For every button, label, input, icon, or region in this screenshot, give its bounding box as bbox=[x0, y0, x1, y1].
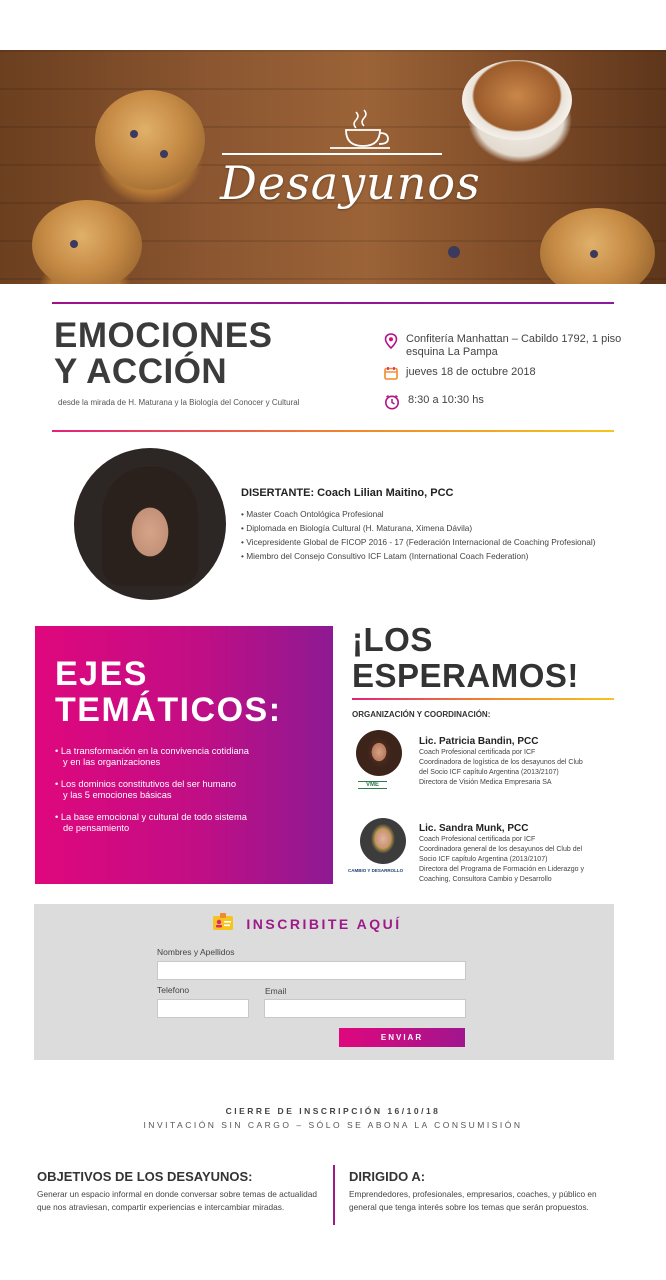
objetivos-text: Generar un espacio informal en donde conversar sobre temas de actualidad que nos atraviesan, compartir experiencias e intercambiar miradas. bbox=[37, 1189, 317, 1212]
dirigido-title: DIRIGIDO A: bbox=[349, 1169, 426, 1184]
organizer-name: Lic. Patricia Bandin, PCC bbox=[419, 736, 539, 747]
ejes-list bbox=[55, 746, 249, 845]
dirigido-text: Emprendedores, profesionales, empresarios, coaches, y público en general que tenga interés sobre los temas que serán propuestos. bbox=[349, 1189, 597, 1212]
ejes-item: • Los dominios constitutivos del ser humano y las 5 emociones básicas bbox=[55, 779, 249, 801]
credential-item: • Diplomada en Biología Cultural (H. Maturana, Ximena Dávila) bbox=[241, 521, 596, 535]
vme-logo: VME bbox=[358, 781, 387, 789]
date-text: jueves 18 de octubre 2018 bbox=[406, 366, 536, 378]
clock-icon bbox=[384, 394, 400, 410]
location-text bbox=[406, 333, 621, 359]
date-row bbox=[384, 366, 536, 380]
bottom-divider bbox=[52, 430, 614, 432]
event-title-line: Y ACCIÓN bbox=[54, 352, 228, 391]
speaker-credentials bbox=[241, 507, 596, 563]
muffin-image bbox=[32, 200, 142, 284]
ejes-title-line: EJES bbox=[55, 655, 148, 693]
ejes-title bbox=[55, 656, 282, 728]
location-line: Confitería Manhattan – Cabildo 1792, 1 piso bbox=[406, 333, 622, 345]
credential-item: • Vicepresidente Global de FICOP 2016 - 17 (Federación Internacional de Coaching Profesional) bbox=[241, 535, 596, 549]
coffee-cup-icon bbox=[326, 108, 396, 152]
organizer-photo bbox=[360, 818, 406, 864]
ejes-title-line: TEMÁTICOS: bbox=[55, 691, 282, 729]
blueberry-decoration bbox=[160, 150, 168, 158]
speaker-photo bbox=[74, 448, 226, 600]
calendar-icon bbox=[384, 366, 398, 380]
phone-label: Telefono bbox=[157, 985, 190, 995]
phone-input[interactable] bbox=[157, 999, 249, 1018]
organizer-name: Lic. Sandra Munk, PCC bbox=[419, 823, 529, 834]
blueberry-decoration bbox=[130, 130, 138, 138]
submit-button[interactable]: ENVIAR bbox=[339, 1028, 465, 1047]
time-row bbox=[384, 394, 484, 410]
muffin-image bbox=[540, 208, 655, 284]
location-row bbox=[384, 333, 621, 359]
ejes-item: • La base emocional y cultural de todo sistema de pensamiento bbox=[55, 812, 249, 834]
muffin-image bbox=[95, 90, 205, 190]
name-label: Nombres y Apellidos bbox=[157, 947, 235, 957]
esperamos-line: ¡LOS bbox=[352, 621, 433, 658]
registration-deadline: CIERRE DE INSCRIPCIÓN 16/10/18 bbox=[225, 1106, 441, 1116]
organizer-description: Coach Profesional certificada por ICF Coordinadora de logística de los desayunos del Club del Socio ICF capítulo Argentina (2013/2107) Directora de Visión Medica Empresaria SA bbox=[419, 749, 583, 786]
event-title-line: EMOCIONES bbox=[54, 316, 273, 355]
top-divider bbox=[52, 302, 614, 304]
credential-item: • Miembro del Consejo Consultivo ICF Latam (International Coach Federation) bbox=[241, 549, 596, 563]
blueberry-decoration bbox=[590, 250, 598, 258]
column-divider bbox=[333, 1165, 335, 1225]
speaker-name: DISERTANTE: Coach Lilian Maitino, PCC bbox=[241, 487, 454, 499]
name-input[interactable] bbox=[157, 961, 466, 980]
organization-heading: ORGANIZACIÓN Y COORDINACIÓN: bbox=[352, 710, 491, 719]
email-input[interactable] bbox=[264, 999, 466, 1018]
email-label: Email bbox=[265, 986, 287, 996]
hero-rule bbox=[222, 153, 442, 155]
credential-item: • Master Coach Ontológica Profesional bbox=[241, 507, 596, 521]
esperamos-heading bbox=[352, 622, 579, 694]
ejes-tematicos-panel bbox=[35, 626, 333, 884]
esperamos-line: ESPERAMOS! bbox=[352, 657, 579, 694]
organizer-description: Coach Profesional certificada por ICF Coordinadora general de los desayunos del Club del Socio ICF capítulo Argentina (2013/2107) Directora del Programa de Formación en Liderazgo y Coaching, Consultora Cambio y Desarrollo bbox=[419, 836, 584, 883]
location-line: esquina La Pampa bbox=[406, 346, 498, 358]
objetivos-title: OBJETIVOS DE LOS DESAYUNOS: bbox=[37, 1169, 253, 1184]
cambio-desarrollo-logo: CAMBIO Y DESARROLLO bbox=[348, 868, 404, 873]
event-title bbox=[54, 318, 272, 390]
invitation-note: INVITACIÓN SIN CARGO – SÓLO SE ABONA LA CONSUMISIÓN bbox=[143, 1120, 523, 1130]
organizer-photo bbox=[356, 730, 402, 776]
coffee-cup-image bbox=[462, 60, 572, 140]
registration-form bbox=[34, 904, 614, 1060]
form-title: INSCRIBITE AQUÍ bbox=[246, 916, 402, 932]
time-text: 8:30 a 10:30 hs bbox=[408, 394, 484, 406]
hero-banner bbox=[0, 50, 666, 284]
esperamos-divider bbox=[352, 698, 614, 700]
blueberry-decoration bbox=[70, 240, 78, 248]
hero-title: Desayunos bbox=[220, 156, 481, 210]
blueberry-decoration bbox=[448, 246, 460, 258]
event-subtitle: desde la mirada de H. Maturana y la Biología del Conocer y Cultural bbox=[58, 398, 300, 407]
ejes-item: • La transformación en la convivencia cotidiana y en las organizaciones bbox=[55, 746, 249, 768]
location-pin-icon bbox=[384, 333, 398, 349]
speaker-portrait bbox=[102, 466, 198, 586]
